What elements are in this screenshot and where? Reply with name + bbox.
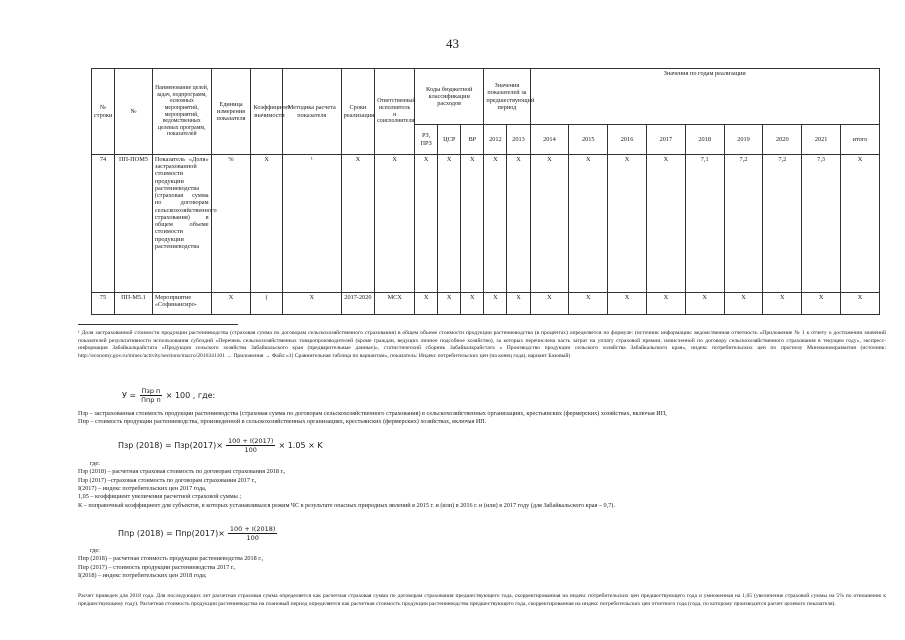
header-row-no: № строки [92, 69, 115, 155]
definition-line: Ппр (2017) – стоимость продукции растениеводства 2017 г., [78, 563, 236, 571]
formula-insured-fraction [226, 437, 276, 454]
header-y2021: 2021 [802, 125, 841, 155]
header-coef: Коэффициент значимости [251, 69, 282, 155]
cell-y2014: X [530, 293, 569, 315]
formula-crop-lhs: Ппр (2018) = Ппр(2017)× [118, 529, 225, 538]
cell-y2021: 7,3 [802, 155, 841, 293]
cell-csr: X [438, 293, 461, 315]
cell-vr: X [461, 293, 484, 315]
header-years-values: Значения по годам реализации [530, 69, 879, 125]
cell-y2013: X [507, 293, 530, 315]
table-row [92, 155, 880, 293]
formula-share [122, 387, 215, 404]
formula-crop-fraction [228, 525, 278, 542]
cell-y2013: X [507, 155, 530, 293]
header-budget-codes: Коды бюджетной классификации расходов [415, 69, 484, 125]
cell-y2020: 7,2 [763, 155, 802, 293]
cell-rz: X [415, 293, 438, 315]
header-y2018: 2018 [685, 125, 724, 155]
header-y2014: 2014 [530, 125, 569, 155]
formula-crop-value [118, 525, 280, 542]
cell-y2012: X [484, 155, 507, 293]
formula-insured-lhs: Пзр (2018) = Пзр(2017)× [118, 441, 223, 450]
header-total: итого [841, 125, 880, 155]
formula-crop-denominator: 100 [246, 534, 259, 542]
formula-crop-numerator: 100 + I(2018) [229, 525, 276, 533]
definition-line: I(2018) – индекс потребительских цен 2018 года; [78, 572, 207, 580]
definition-line: Ппр – стоимость продукции растениеводства, произведенной в сельскохозяйственных организациях, крестьянских (фермерских) хозяйствах, включая ИП. [78, 418, 487, 426]
header-unit: Единица измерения показателя [211, 69, 251, 155]
cell-y2018: 7,1 [685, 155, 724, 293]
cell-total: X [841, 293, 880, 315]
page-number: 43 [446, 36, 459, 51]
cell-coef: X [251, 155, 282, 293]
header-y2016: 2016 [608, 125, 647, 155]
cell-row-no: 75 [92, 293, 115, 315]
cell-y2019: 7,2 [724, 155, 763, 293]
formula-share-tail: × 100 , где: [165, 391, 216, 400]
cell-unit: % [211, 155, 251, 293]
formula-insured-tail: × 1.05 × K [278, 441, 323, 450]
definition-line: I(2017) – индекс потребительских цен 2017 года, [78, 485, 207, 493]
formula-insured-denominator: 100 [244, 446, 257, 454]
cell-terms: X [341, 155, 375, 293]
definitions-crop [78, 547, 886, 580]
definition-line: К – поправочный коэффициент для субъектов, в которых устанавливался режим ЧС в результате опасных природных явлений в 2015 г. и (или) в 2016 г. и (или) в 2017 году (для Забайкальского края – 0,7). [78, 501, 615, 509]
cell-y2021: X [802, 293, 841, 315]
cell-rz: X [415, 155, 438, 293]
header-name: Наименование целей, задач, подпрограмм, основных мероприятий, мероприятий, ведомственных целевых программ, показателей [152, 69, 211, 155]
cell-y2017: X [646, 155, 685, 293]
cell-y2012: X [484, 293, 507, 315]
cell-y2019: X [724, 293, 763, 315]
cell-name: Показатель «Доля» застрахованной стоимости продукции растениеводства (страховая сумма по договорам сельскохозяйственного страхования) в общем объеме стоимости продукции растениеводства [152, 155, 211, 293]
cell-code: ПП-М5.1 [115, 293, 153, 315]
cell-coef: ( [251, 293, 282, 315]
cell-y2017: X [646, 293, 685, 315]
cell-y2016: X [608, 293, 647, 315]
formula-share-numerator: Пзр п [141, 387, 161, 395]
header-prev-values: Значения показателей за предшествующий период [484, 69, 530, 125]
cell-y2015: X [569, 293, 608, 315]
header-y2012: 2012 [484, 125, 507, 155]
header-vr: ВР [461, 125, 484, 155]
cell-y2020: X [763, 293, 802, 315]
cell-responsible: МСХ [375, 293, 415, 315]
header-rz: РЗ, ПРЗ [415, 125, 438, 155]
header-y2017: 2017 [646, 125, 685, 155]
footnote-text: ¹ Доля застрахованной стоимости продукции растениеводства (страховая сумма по договорам сельскохозяйственного страхования) в общем объеме стоимости продукции растениеводства (в процентах) определяется по формуле: (источник информации: ведомственная отчетность «Приложение № 1 к отчету о достижении значений показателей результативности использования субсидий «Перечень сельскохозяйственных товаропроизводителей (кроме граждан, ведущих личное подсобное хозяйство), за которых перечислена часть затрат на уплату страховой премии, начисленной по договору сельскохозяйственного страхования в текущем году», экспресс-информация Забайкалкрайстата «Продукция сельского хозяйства Забайкальского края (предварительные данные)», статистический сборник Забайкалкрайстата « Производство продукции сельского хозяйства Забайкальского края», индекс потребительских цен по прогнозу Минэкономразвития (источник: http://economy.gov.ru/minec/activity/sections/macro/2016341101 → Приложения → Файл «1) Сравнительная таблица по вариантам», показатель: Индекс потребительских цен (на конец года), вариант Базовый) [78, 330, 886, 359]
formula-insured-value [118, 437, 323, 454]
header-responsible: Ответственный исполнитель и соисполнители [375, 69, 415, 155]
header-terms: Сроки реализации [341, 69, 375, 155]
formula-share-lhs: У = [122, 391, 137, 400]
cell-vr: X [461, 155, 484, 293]
cell-code: ПП-ПОМ5 [115, 155, 153, 293]
header-y2013: 2013 [507, 125, 530, 155]
cell-responsible: X [375, 155, 415, 293]
header-y2020: 2020 [763, 125, 802, 155]
cell-method: X [282, 293, 341, 315]
definition-line: Пзр (2018) – расчетная страховая стоимость по договорам страхования 2018 г., [78, 468, 286, 476]
cell-total: X [841, 155, 880, 293]
cell-name: Мероприятие «Софинансиро- [152, 293, 211, 315]
header-y2019: 2019 [724, 125, 763, 155]
where-label: где: [90, 460, 100, 467]
cell-y2016: X [608, 155, 647, 293]
footnote-divider [78, 324, 238, 325]
cell-terms: 2017-2020 [341, 293, 375, 315]
formula-share-fraction [139, 387, 163, 404]
header-code: № [115, 69, 153, 155]
table-row [92, 293, 880, 315]
cell-row-no: 74 [92, 155, 115, 293]
cell-y2015: X [569, 155, 608, 293]
definition-line: 1,05 – коэффициент увеличения расчетной страховой суммы ; [78, 493, 242, 501]
formula-share-denominator: Ппр п [141, 396, 161, 404]
cell-csr: X [438, 155, 461, 293]
definition-line: Пзр – застрахованная стоимость продукции растениеводства (страховая сумма по договорам сельскохозяйственного страхования) в сельскохозяйственных организациях, крестьянских (фермерских) хозяйствах, включая ИП, [78, 410, 667, 417]
cell-y2018: X [685, 293, 724, 315]
cell-y2014: X [530, 155, 569, 293]
definitions-share [78, 410, 886, 427]
closing-paragraph: Расчет приведен для 2018 года. Для последующих лет расчетная страховая сумма определяется как расчетная страховая сумма по договорам страхования предшествующего года, скорректированная на индекс потребительских цен предшествующего года и умноженная на 1,05 (увеличение страховой суммы на 5% по отношению к предшествующему году). Расчетная стоимость продукции растениеводства на плановый период определяется как расчетная стоимость продукции растениеводства предшествующего года, скорректированная на индекс потребительских цен отчетного года (года, по которому производится расчет целевого показателя). [78, 593, 886, 607]
definition-line: Ппр (2018) – расчетная стоимость продукции растениеводства 2018 г., [78, 555, 264, 563]
header-method: Методика расчета показателя [282, 69, 341, 155]
header-y2015: 2015 [569, 125, 608, 155]
cell-method: ¹ [282, 155, 341, 293]
indicators-table [91, 68, 880, 315]
header-csr: ЦСР [438, 125, 461, 155]
definitions-insured [78, 460, 886, 510]
formula-insured-numerator: 100 + I(2017) [227, 437, 274, 445]
cell-unit: X [211, 293, 251, 315]
where-label: где: [90, 547, 100, 554]
definition-line: Пзр (2017) –страховая стоимость по договорам страхования 2017 г., [78, 476, 257, 484]
